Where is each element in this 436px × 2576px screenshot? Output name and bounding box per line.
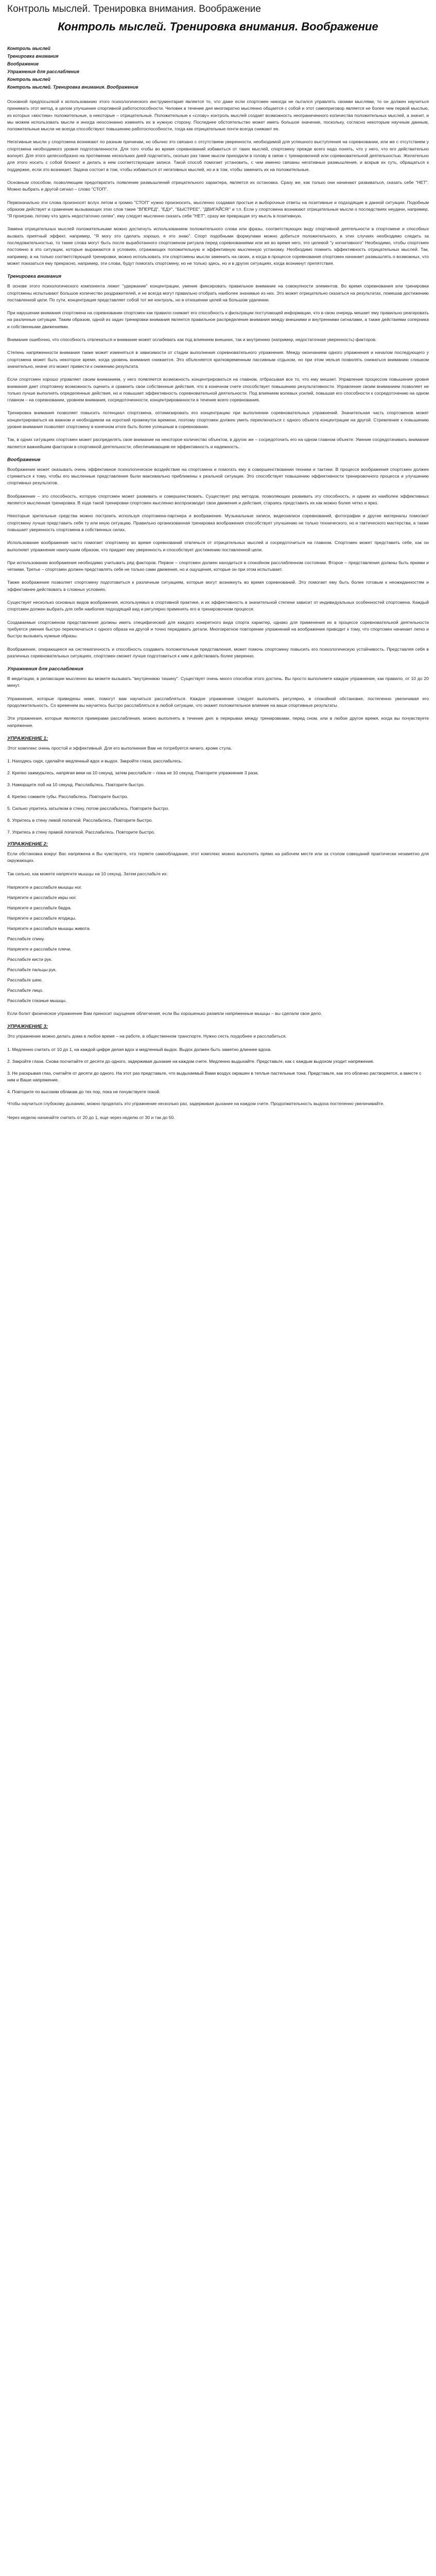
paragraph: Если обстановка вокруг Вас напряжена и Вы чувствуете, что теряете самообладание, этот комплекс можно выполнять прямо на рабочем месте или за столом совещаний практически незаметно для окружающих. xyxy=(7,851,429,863)
paragraph: Основным способом, позволяющим предотвратить появление размышлений отрицательного характера, является их остановка. Сразу же, как только они начинают развиваться, сказать себе "НЕТ". Можно выбрать и другой сигнал – слово "СТОП". xyxy=(7,179,429,192)
paragraph: Создаваемые спортсменом представления должны иметь специфический для каждого конкретного вида спорта характер, однако для применения их в процессе соревновательной деятельности требуется умение быстро переключаться с одного образа на другой и точно передавать детали. Многократное повторение упражнений на воображение приводит к тому, что спортсмен начинает легко и быстро вызывать нужные образы. xyxy=(7,619,429,639)
section-heading: Воображение xyxy=(7,456,41,463)
toc-item[interactable]: Контроль мыслей xyxy=(7,46,50,51)
exercise-step: 1. Медленно считать от 10 до 1, на каждой цифре делая вдох и медленный выдох. Выдох должен быть заметно длиннее вдоха. xyxy=(7,1046,272,1052)
paragraph: Упражнения, которые приведены ниже, помогут вам научиться расслабляться. Каждое упражнение следует выполнять регулярно, в спокойной обстановке, постепенно увеличивая его продолжительность. Со временем вы научитесь быстро расслабляться в любой ситуации, что окажет положительное влияние на ваши спортивные результаты. xyxy=(7,696,429,708)
exercise-step: 1. Находясь сидя, сделайте медленный вдох и выдох. Закройте глаза, расслабьтесь. xyxy=(7,758,183,764)
list-item: Напрягите и расслабьте плечи. xyxy=(7,946,72,952)
exercise-step: 4. Крепко сожмите губы. Расслабьтесь. Повторите быстро. xyxy=(7,794,129,800)
paragraph: Также воображение позволяет спортсмену подготовиться к различным ситуациям, которые могут возникнуть во время соревнований. Это помогает ему быть более готовым к неожиданностям и эффективнее действовать в сложных условиях. xyxy=(7,580,429,592)
list-item: Расслабьте шею. xyxy=(7,977,43,983)
section-attention-training xyxy=(7,273,429,450)
paragraph: В основе этого психологического компонента лежит "удержание" концентрации, умение фиксировать правильное внимание на совокупности элементов. Во время соревнования или тренировки спортсмены испытывают большое количество раздражителей, и не всегда могут правильно отобрать наиболее значимые из них. Это может отрицательно сказаться на результатах, помешав достижению поставленной цели. По сути, концентрация представляет собой тот же контроль, но в отношении целей на большом удалении. xyxy=(7,283,429,302)
list-item: Расслабьте пальцы рук. xyxy=(7,967,57,973)
paragraph: Внимание ошибочно, что способность отвлекаться и внимание может ослабевать как под влиянием внешних, так и внутренних (например, недостаточная уверенность) факторов. xyxy=(7,337,377,343)
paragraph: Этот комплекс очень простой и эффективный. Для его выполнения Вам не потребуется ничего, кроме стула. xyxy=(7,745,232,751)
table-of-contents xyxy=(7,45,429,91)
footer-note: Через неделю начинайте считать от 20 до 1, еще через неделю от 30 и так до 50. xyxy=(7,1114,175,1120)
list-item: Напрягите и расслабьте икры ног. xyxy=(7,895,77,901)
exercise-step: 7. Упритесь в стену правой лопаткой. Расслабьтесь. Повторите быстро. xyxy=(7,829,155,835)
paragraph: Некоторые зрительные средства можно построить используя спортсмена-партнера и воображение. Музыкальные записи, видеозаписи соревнований, фотографии и другие материалы помогают спортсмену лучше представить себе ту или иную ситуацию. Правильно организованная тренировка воображения способствует улучшению не только технического, но и тактического мастерства, а также повышает уверенность спортсмена в собственных силах. xyxy=(7,513,429,532)
list-item: Напрягите и расслабьте бедра. xyxy=(7,905,72,911)
exercise-list xyxy=(7,884,429,1004)
document-title: Контроль мыслей. Тренировка внимания. Воображение xyxy=(58,20,378,33)
paragraph: Так, в одних ситуациях спортсмен может распределять свое внимание на некоторое количество объектов, в других же – сосредоточить его на одном главном объекте. Умение сосредотачивать внимание является важнейшим фактором в спортивной деятельности, обеспечивающим ее эффективность и надежность. xyxy=(7,437,429,449)
paragraph: Основной предпосылкой к использованию этого психологического инструментария является то, что даже если спортсмен никогда не пытался управлять своими мыслями, то он должен научиться принимать этот метод, в целом улучшение спортивной работоспособности. Человек в течение дня многократно мысленно общается с собой и этот самоприговор является не более чем первой мыслью, из которых «мостики» положительные, а некоторые – отрицательные. Положительные к «слову» контроль мыслей создает возможность неограниченного количества положительных мыслей, а значит, и мы можем использовать мысли и иногда неосознанно изменять их в нужную сторону. Последнее обстоятельство может иметь большое значение, поскольку, согласно некоторым научным данным, положительные мысли не всегда способствуют повышению работоспособности, тогда как отрицательные почти всегда снижают ее. xyxy=(7,99,429,132)
paragraph: Воображение может оказывать очень эффективное психологическое воздействие на спортсмена и помогать ему в совершенствовании техники и тактики. В процессе воображения спортсмен должен стремиться к тому, чтобы его мысленные представления были максимально приближены к реальной ситуации. Это способствует повышению эффективности тренировочного процесса и улучшению спортивных результатов. xyxy=(7,466,429,486)
section-thought-control xyxy=(7,98,429,267)
exercise-step: 2. Закройте глаза. Снова посчитайте от десяти до одного, задерживая дыхание на каждом счете. Медленно выдыхайте. Представьте, как с каждым выдохом уходит напряжение. xyxy=(7,1058,375,1064)
paragraph: При использовании воображения необходимо учитывать ряд факторов. Первое – спортсмен должен находиться в спокойном расслабленном состоянии. Второе – представления должны быть яркими и четкими. Третье – спортсмен должен представлять себе не только сами движения, но и ощущения, которые он при этом испытывает. xyxy=(7,560,429,572)
article-page xyxy=(0,0,436,1125)
exercise-step: 3. Не раскрывая глаз, считайте от десяти до одного. На этот раз представьте, что выдыхаемый Вами воздух окрашен в теплые пастельные тона. Представьте, как это облачко растворяется, а вместе с ним и Ваше напряжение. xyxy=(7,1070,422,1082)
exercise-heading: УПРАЖНЕНИЕ 1: xyxy=(7,735,48,741)
exercise-step: 2. Крепко зажмурьтесь, напрягая веки на 10 секунд, затем расслабьте – пока не 10 секунд. Повторите упражнение 3 раза. xyxy=(7,770,259,776)
toc-item[interactable]: Тренировка внимания xyxy=(7,54,59,59)
list-item: Расслабьте глазные мышцы. xyxy=(7,998,67,1004)
paragraph: Если болит физическое упражнение Вам приносит ощущение облегчения, если Вы хорошенько размяли напряженные мышцы – вы сделали свое дело. xyxy=(7,1011,322,1016)
section-heading: Тренировка внимания xyxy=(7,274,62,280)
section-heading: Упражнения для расслабления xyxy=(7,666,83,672)
list-item: Напрягите и расслабьте мышцы ног. xyxy=(7,885,82,890)
exercise-2 xyxy=(7,841,429,1017)
paragraph: Существует несколько основных видов воображения, используемых в спортивной практике, и их эффективность в значительной степени зависит от индивидуальных особенностей спортсмена. Каждый спортсмен должен выбрать для себя наиболее подходящий вид и регулярно применять его в тренировочном процессе. xyxy=(7,600,429,612)
exercise-heading: УПРАЖНЕНИЕ 3: xyxy=(7,1024,48,1030)
paragraph: Воображение – это способность, которую спортсмен может развивать и совершенствовать. Существует ряд методов, позволяющих развивать эту способность, и одним из наиболее эффективных является мысленная тренировка. В ходе такой тренировки спортсмен мысленно воспроизводит свои движения и действия, стараясь представить их как можно более четко и ярко. xyxy=(7,493,429,506)
toc-item[interactable]: Упражнения для расслабления xyxy=(7,69,79,74)
paragraph: Это упражнение можно делать дома в любое время – на работе, в общественном транспорте. Нужно сесть поудобнее и расслабиться. xyxy=(7,1033,287,1039)
paragraph: Эти упражнения, которые являются примерами расслабления, можно выполнять в течение дня: в перерывах между тренировками, перед сном, или в любое другое время, когда вы почувствуете напряжение. xyxy=(7,716,429,728)
section-relaxation xyxy=(7,666,429,729)
toc-item[interactable]: Контроль мыслей xyxy=(7,77,50,82)
list-item: Напрягите и расслабьте мышцы живота. xyxy=(7,926,91,931)
paragraph: Тренировка внимания позволяет повысить потенциал спортсмена, оптимизировать его концентрацию при выполнении соревновательных упражнений. Значительная часть спортсменов может концентрироваться на важном и необходимом на короткий промежуток времени, поэтому спортсмен должен уметь переключаться с одного объекта концентрации на другой. Стремление к повышению уровня внимания позволяет спортсмену в конечном итоге быть более успешным в соревновании. xyxy=(7,410,429,429)
section-imagination xyxy=(7,456,429,659)
paragraph: Замена отрицательных мыслей положительными можно достигнуть использованием положительного слова или фразы, соответствующих виду спортивной деятельности в спортсмене и способных вызвать приятный эффект, например, "Я могу это сделать хорошо, я это знаю". Спорт подобными формулами можно добиться положительного, в этих случаях необходимо следить за последовательностью, то такие слова могут быть после выработанного спортсменом ритуала перед соревнованиями или же во время него, это целевой "у когнитивного" Необходимо, чтобы спортсмен постоянно в это ситуации, которые выражаются в условиях, отражающих положительную и эффективную мысленную установку. Необходимо помнить эффективность отрицательных мыслей. Так, например, в на только соответствующей тренировки, можно использовать эти спортсмены мысли заменить на своих, а когда в процессе соревнования спортсмен начинает размышлять о возможных, что может показаться ему прекрасно, например, эти слова, будут помогать спортсмену, но не только здесь, но и в других ситуациях, когда возникнут препятствия. xyxy=(7,226,429,266)
paragraph: Степень напряженности внимания также может изменяться в зависимости от стадии выполнения соревновательного упражнения. Между окончанием одного упражнения и началом последующего у спортсмена может быть некоторое время, когда уровень внимания снижается. Это объясняется кратковременным пассивным отдыхом, но при этом нельзя позволять снижаться вниманию слишком значительно, иначе это может привести к снижению результата. xyxy=(7,350,429,369)
list-item: Расслабьте спину. xyxy=(7,936,45,942)
paragraph: Чтобы научиться глубокому дыханию, можно проделать это упражнение несколько раз, задерживая дыхание на каждом счете. Продолжительность выдоха постепенно увеличивайте. xyxy=(7,1100,385,1106)
toc-item[interactable]: Воображение xyxy=(7,61,39,66)
page-title: Контроль мыслей. Тренировка внимания. Воображение xyxy=(7,4,261,14)
exercise-1 xyxy=(7,735,429,836)
list-item: Напрягите и расслабьте ягодицы. xyxy=(7,916,77,921)
paragraph: В медитации, в релаксации мысленно вы можете вызывать "внутреннюю тишину". Существует очень много способов этого достичь. Вы просто выполняете каждое упражнение, как правило, от 10 до 20 минут. xyxy=(7,676,429,688)
list-item: Расслабьте лицо. xyxy=(7,988,44,993)
exercise-step: 4. Повторите по высоким облакам до тех пор, пока не почувствуете покой. xyxy=(7,1089,161,1094)
exercise-step: 3. Наморщите лоб на 10 секунд. Расслабьтесь. Повторите быстро. xyxy=(7,782,145,788)
exercise-step: 6. Упритесь в стену левой лопаткой. Расслабьтесь. Повторите быстро. xyxy=(7,818,153,823)
paragraph: Если спортсмен хорошо управляет своим вниманием, у него появляется возможность концентрироваться на главном, отбрасывая все то, что ему мешает. Управление процессом повышения уровня внимания дает спортсмену возможность оценить и сравнить свои собственные действия, что в конечном счете способствует повышению результативности. Управление своим вниманием позволяет не только лучше выполнять определенные действия, но и повышает эффективность соревновательной деятельности. Под влиянием волевых усилий, повышая его способности к сосредоточению на одном главном – на соревновании, уровнем внимания, сосредоточенности, концентрированности в течение всего соревнования. xyxy=(7,377,429,403)
exercise-3 xyxy=(7,1023,429,1121)
exercise-step: 5. Сильно упритесь затылком в стену, потом расслабьтесь. Повторите быстро. xyxy=(7,806,169,811)
paragraph: При нарушении внимания спортсмена на соревновании спортсмен как правило снижает его способность к фильтрации поступающей информации, что в свою очередь мешает ему правильно реагировать на различные ситуации. Таким образом, одной из задач тренировки внимания является правильное распределение внимания между внешними и внутренними сигналами, а также действиями соперника и собственными движениями. xyxy=(7,310,429,329)
list-item: Расслабьте кисти рук. xyxy=(7,957,53,962)
paragraph: Использование воображения часто помогает спортсмену во время соревнований отвлечься от отрицательных мыслей и сосредоточиться на главном. Спортсмен может представить себе, как он выполняет упражнение наилучшим образом, что придает ему уверенность и способствует достижению поставленной цели. xyxy=(7,540,429,552)
exercise-heading: УПРАЖНЕНИЕ 2: xyxy=(7,841,48,848)
toc-item[interactable]: Контроль мыслей. Тренировка внимания. Воображение xyxy=(7,84,138,90)
paragraph: Негативные мысли у спортсмена возникают по разным причинам, но обычно это связано с отсутствием уверенности, необходимой для успешного выступления на соревновании, или же с отсутствием у спортсмена необходимого уровня подготовленности. Для того чтобы во время соревнований избавиться от таких мыслей, спортсмену прежде всего надо понять, что у него, что его действительно волнует. Для этого целесообразно на протяжении нескольких дней подсчитать, сколько раз такие мысли приходили в голову в связи с тренировочной или соревновательной деятельностью. Желательно для этого носить с собой блокнот и делать в нем соответствующие записи. Такой способ помогает установить, с чем именно связаны негативные размышления, и вскрыв их суть, обращаться к поддержке, если это возникает. Задача состоит в том, чтобы избавиться от негативных мыслей, но и в том, чтобы заменить их на положительные. xyxy=(7,139,429,172)
paragraph: Первоначально эти слова произносят вслух летом и громко "СТОП" нужно произносить, мысленно создавая простые и выборочные ответы на позитивные и подходящие в данной ситуации. Подобным образом действует и сравнение вызывающих этих слов такие "ВПЕРЕД", "ЕДУ", "БЫСТРЕЕ", "ДВИГАЙСЯ!" и т.п. Если у спортсмена возникают отрицательные мысли о последствиях неудачи, например, "Я проиграю, потому что здесь недостаточно силен", ему следует мысленно сказать себе "НЕТ", сразу же превращая эту мысль в позитивную. xyxy=(7,199,429,219)
paragraph: Воображение, опирающееся на систематичность и способность создавать положительные представления, может помочь спортсмену повысить его психологическую устойчивость. Представляя себя в различных соревновательных ситуациях, спортсмен сможет лучше подготовиться к ним и действовать более уверенно. xyxy=(7,646,429,658)
paragraph: Так сильно, как можете напрягите мышцы на 10 секунд. Затем расслабьте их: xyxy=(7,871,168,876)
